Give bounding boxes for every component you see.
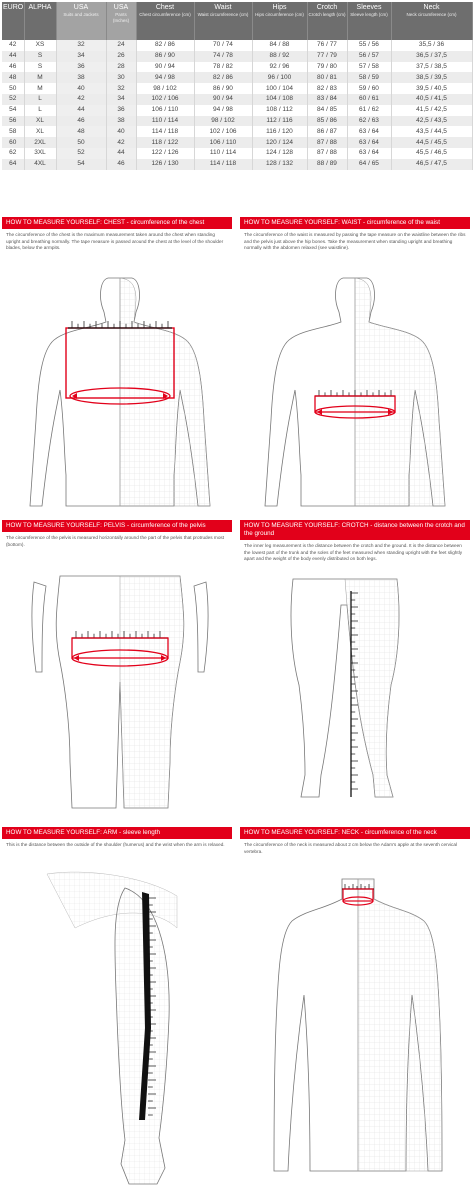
table-cell: 56 / 57 xyxy=(347,51,391,62)
table-row xyxy=(2,83,472,94)
table-cell: 110 / 114 xyxy=(136,116,194,127)
table-cell: 26 xyxy=(106,51,136,62)
table-cell: 86 / 90 xyxy=(136,51,194,62)
table-cell: XL xyxy=(24,126,56,137)
table-cell: 28 xyxy=(106,62,136,73)
table-cell: 62 xyxy=(2,148,24,159)
table-cell: 44 xyxy=(56,105,106,116)
table-row xyxy=(2,62,472,73)
table-cell: 128 / 132 xyxy=(252,159,307,170)
table-cell: 77 / 79 xyxy=(307,51,347,62)
table-cell: 44,5 / 45,5 xyxy=(391,137,472,148)
table-row xyxy=(2,137,472,148)
table-cell: 58 xyxy=(2,126,24,137)
table-cell: 63 / 64 xyxy=(347,137,391,148)
table-row xyxy=(2,148,472,159)
table-cell: 104 / 108 xyxy=(252,94,307,105)
table-cell: 98 / 102 xyxy=(194,116,252,127)
table-cell: 116 / 120 xyxy=(252,126,307,137)
table-row xyxy=(2,94,472,105)
table-cell: 61 / 62 xyxy=(347,105,391,116)
neck-description: The circumference of the neck is measured about 2 cm below the Adam's apple at the seventh cervical vertebra. xyxy=(244,842,457,854)
table-cell: 82 / 86 xyxy=(136,40,194,51)
table-cell: 100 / 104 xyxy=(252,83,307,94)
chest-description: The circumference of the chest is the maximum measurement taken around the chest when standing upright and breathing normally. The tape measure is passed around the chest at the level of the shoulder blades, below the armpits. xyxy=(6,232,224,251)
table-row xyxy=(2,40,472,51)
table-cell: 42 xyxy=(2,40,24,51)
crotch-title: HOW TO MEASURE YOURSELF: CROTCH - distance between the crotch and the ground xyxy=(240,520,470,540)
neck-section xyxy=(240,827,470,855)
table-cell: 102 / 106 xyxy=(136,94,194,105)
table-cell: 94 / 98 xyxy=(194,105,252,116)
chest-section xyxy=(2,217,232,252)
table-cell: 114 / 118 xyxy=(136,126,194,137)
table-row xyxy=(2,105,472,116)
table-header-row xyxy=(2,2,472,40)
table-cell: 50 xyxy=(2,83,24,94)
table-cell: 60 xyxy=(2,137,24,148)
table-cell: 48 xyxy=(2,72,24,83)
table-cell: 120 / 124 xyxy=(252,137,307,148)
arm-description: This is the distance between the outside of the shoulder (humerus) and the wrist when the arm is relaxed. xyxy=(6,842,225,847)
table-cell: 40 xyxy=(106,126,136,137)
pelvis-body-illustration xyxy=(20,572,220,812)
table-cell: 50 xyxy=(56,137,106,148)
table-cell: 35,5 / 36 xyxy=(391,40,472,51)
table-cell: 70 / 74 xyxy=(194,40,252,51)
crotch-body-illustration xyxy=(275,575,425,810)
table-cell: 52 xyxy=(56,148,106,159)
table-cell: 85 / 86 xyxy=(307,116,347,127)
table-cell: 36,5 / 37,5 xyxy=(391,51,472,62)
table-cell: 44 xyxy=(2,51,24,62)
table-cell: 34 xyxy=(56,51,106,62)
table-cell: 42 xyxy=(106,137,136,148)
crotch-description: The inner leg measurement is the distance between the crotch and the ground. It is the distance between the lowest part of the trunk and the soles of the feet measured when standing upright with the feet slightly apart and the weight of the body evenly distributed on both legs. xyxy=(244,543,463,562)
table-cell: 34 xyxy=(106,94,136,105)
table-cell: 48 xyxy=(56,126,106,137)
table-cell: 56 xyxy=(2,116,24,127)
table-cell: 86 / 90 xyxy=(194,83,252,94)
table-cell: 39,5 / 40,5 xyxy=(391,83,472,94)
column-header: Neck Neck circumference (cm) xyxy=(391,2,472,40)
size-chart-table xyxy=(2,2,473,170)
table-cell: 38 xyxy=(56,72,106,83)
table-cell: 92 / 96 xyxy=(252,62,307,73)
table-cell: 36 xyxy=(106,105,136,116)
column-header: USA Pants (Inches) xyxy=(106,2,136,40)
table-cell: 24 xyxy=(106,40,136,51)
table-cell: 87 / 88 xyxy=(307,148,347,159)
waist-body-illustration xyxy=(255,270,455,510)
table-row xyxy=(2,72,472,83)
table-cell: 41,5 / 42,5 xyxy=(391,105,472,116)
table-cell: 63 / 64 xyxy=(347,126,391,137)
table-cell: 57 / 58 xyxy=(347,62,391,73)
table-cell: 87 / 88 xyxy=(307,137,347,148)
table-row xyxy=(2,126,472,137)
table-cell: M xyxy=(24,83,56,94)
waist-section xyxy=(240,217,470,252)
column-header: EURO xyxy=(2,2,24,40)
table-cell: 4XL xyxy=(24,159,56,170)
table-cell: 88 / 89 xyxy=(307,159,347,170)
table-cell: 64 xyxy=(2,159,24,170)
column-header: Hips Hips circumference (cm) xyxy=(252,2,307,40)
table-cell: 38,5 / 39,5 xyxy=(391,72,472,83)
table-cell: 96 / 100 xyxy=(252,72,307,83)
table-cell: 98 / 102 xyxy=(136,83,194,94)
table-cell: 43,5 / 44,5 xyxy=(391,126,472,137)
chest-body-illustration xyxy=(20,270,220,510)
table-cell: XS xyxy=(24,40,56,51)
table-cell: 38 xyxy=(106,116,136,127)
table-cell: 37,5 / 38,5 xyxy=(391,62,472,73)
arm-illustration xyxy=(45,868,185,1190)
table-cell: 112 / 116 xyxy=(252,116,307,127)
column-header: USA Suits and Jackets xyxy=(56,2,106,40)
table-cell: 58 / 59 xyxy=(347,72,391,83)
table-row xyxy=(2,159,472,170)
table-cell: 30 xyxy=(106,72,136,83)
crotch-section xyxy=(240,520,470,563)
table-cell: 42,5 / 43,5 xyxy=(391,116,472,127)
pelvis-section xyxy=(2,520,232,548)
column-header: Sleeves Sleeve length (cm) xyxy=(347,2,391,40)
chest-title: HOW TO MEASURE YOURSELF: CHEST - circumference of the chest xyxy=(2,217,232,229)
table-cell: 40 xyxy=(56,83,106,94)
table-cell: S xyxy=(24,51,56,62)
table-cell: 90 / 94 xyxy=(194,94,252,105)
table-cell: XL xyxy=(24,116,56,127)
table-cell: 62 / 63 xyxy=(347,116,391,127)
table-cell: 88 / 92 xyxy=(252,51,307,62)
table-cell: 42 xyxy=(56,94,106,105)
arm-section xyxy=(2,827,232,849)
table-cell: 80 / 81 xyxy=(307,72,347,83)
table-cell: 94 / 98 xyxy=(136,72,194,83)
arm-title: HOW TO MEASURE YOURSELF: ARM - sleeve length xyxy=(2,827,232,839)
table-cell: 63 / 64 xyxy=(347,148,391,159)
table-cell: M xyxy=(24,72,56,83)
table-cell: 52 xyxy=(2,94,24,105)
table-cell: 84 / 85 xyxy=(307,105,347,116)
table-row xyxy=(2,116,472,127)
table-cell: 46 xyxy=(56,116,106,127)
table-cell: 46,5 / 47,5 xyxy=(391,159,472,170)
pelvis-title: HOW TO MEASURE YOURSELF: PELVIS - circumference of the pelvis xyxy=(2,520,232,532)
table-cell: 90 / 94 xyxy=(136,62,194,73)
table-cell: L xyxy=(24,94,56,105)
table-cell: 36 xyxy=(56,62,106,73)
table-cell: 46 xyxy=(2,62,24,73)
neck-title: HOW TO MEASURE YOURSELF: NECK - circumference of the neck xyxy=(240,827,470,839)
table-cell: 54 xyxy=(2,105,24,116)
table-cell: 122 / 126 xyxy=(136,148,194,159)
table-cell: 118 / 122 xyxy=(136,137,194,148)
waist-description: The circumference of the waist is measured by passing the tape measure on the waistline between the ribs and the pelvis just above the hip bones. Take the measurement when standing upright and breathing normally with the abdomen relaxed (see waistline). xyxy=(244,232,466,251)
table-cell: 3XL xyxy=(24,148,56,159)
tape-ticks xyxy=(72,321,168,328)
table-cell: 55 / 56 xyxy=(347,40,391,51)
column-header: Waist Waist circumference (cm) xyxy=(194,2,252,40)
table-cell: 124 / 128 xyxy=(252,148,307,159)
neck-body-illustration xyxy=(270,875,445,1175)
column-header: Chest Chest circumference (cm) xyxy=(136,2,194,40)
table-cell: 106 / 110 xyxy=(194,137,252,148)
table-cell: 32 xyxy=(106,83,136,94)
waist-title: HOW TO MEASURE YOURSELF: WAIST - circumference of the waist xyxy=(240,217,470,229)
table-cell: 74 / 78 xyxy=(194,51,252,62)
table-cell: S xyxy=(24,62,56,73)
table-cell: 126 / 130 xyxy=(136,159,194,170)
table-cell: 40,5 / 41,5 xyxy=(391,94,472,105)
pelvis-description: The circumference of the pelvis is measured horizontally around the part of the pelvis that protrudes most (bottom). xyxy=(6,535,225,547)
table-cell: 54 xyxy=(56,159,106,170)
table-cell: 45,5 / 46,5 xyxy=(391,148,472,159)
table-cell: 110 / 114 xyxy=(194,148,252,159)
table-cell: L xyxy=(24,105,56,116)
table-cell: 108 / 112 xyxy=(252,105,307,116)
table-row xyxy=(2,51,472,62)
table-cell: 82 / 86 xyxy=(194,72,252,83)
table-body xyxy=(2,40,472,170)
table-cell: 106 / 110 xyxy=(136,105,194,116)
table-cell: 86 / 87 xyxy=(307,126,347,137)
table-cell: 82 / 83 xyxy=(307,83,347,94)
table-cell: 76 / 77 xyxy=(307,40,347,51)
table-cell: 78 / 82 xyxy=(194,62,252,73)
column-header: Crotch Crotch length (cm) xyxy=(307,2,347,40)
column-header: ALPHA xyxy=(24,2,56,40)
table-cell: 2XL xyxy=(24,137,56,148)
table-cell: 64 / 65 xyxy=(347,159,391,170)
table-cell: 44 xyxy=(106,148,136,159)
table-cell: 102 / 106 xyxy=(194,126,252,137)
table-cell: 60 / 61 xyxy=(347,94,391,105)
table-cell: 32 xyxy=(56,40,106,51)
table-cell: 46 xyxy=(106,159,136,170)
table-cell: 83 / 84 xyxy=(307,94,347,105)
table-cell: 84 / 88 xyxy=(252,40,307,51)
table-cell: 59 / 60 xyxy=(347,83,391,94)
table-cell: 114 / 118 xyxy=(194,159,252,170)
table-cell: 79 / 80 xyxy=(307,62,347,73)
